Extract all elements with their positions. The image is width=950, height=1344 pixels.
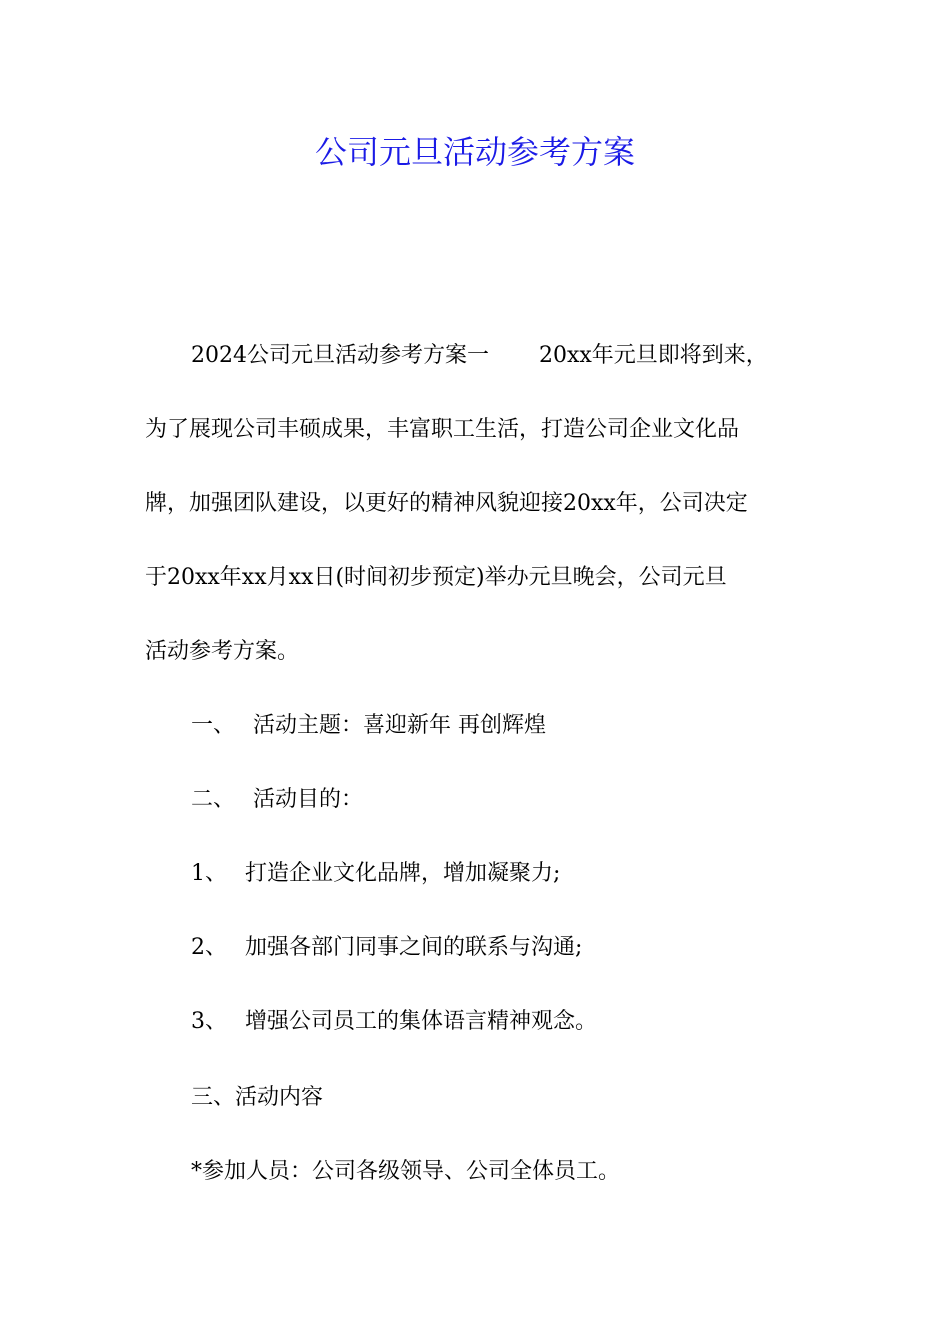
participants-line: *参加人员：公司各级领导、公司全体员工。	[191, 1159, 621, 1184]
intro-line-4: 于20xx年xx月xx日(时间初步预定)举办元旦晚会，公司元旦	[145, 565, 727, 590]
goal-text: 增强公司员工的集体语言精神观念。	[245, 1009, 598, 1034]
goal-item	[145, 1006, 861, 1038]
goal-number: 2、	[191, 935, 227, 960]
intro-text: 20xx年元旦即将到来，	[539, 343, 768, 368]
intro-line-3: 牌，加强团队建设，以更好的精神风貌迎接20xx年，公司决定	[145, 491, 748, 516]
section-3-heading: 三、活动内容	[191, 1085, 324, 1110]
intro-line-5: 活动参考方案。	[145, 639, 300, 664]
goal-number: 3、	[191, 1009, 227, 1034]
section-2-heading	[145, 784, 861, 816]
goal-text: 加强各部门同事之间的联系与沟通;	[245, 935, 583, 960]
intro-line-1	[145, 340, 861, 372]
intro-line-2: 为了展现公司丰硕成果，丰富职工生活，打造公司企业文化品	[145, 417, 740, 442]
goal-text: 打造企业文化品牌，增加凝聚力;	[245, 861, 561, 886]
document-title: 公司元旦活动参考方案	[314, 133, 635, 171]
section-label: 活动主题：喜迎新年 再创辉煌	[253, 713, 547, 738]
section-label: 活动目的：	[253, 787, 364, 812]
goal-item	[145, 932, 861, 964]
goal-item	[145, 858, 861, 890]
intro-heading: 2024公司元旦活动参考方案一	[191, 343, 489, 368]
goal-number: 1、	[191, 861, 227, 886]
section-number: 一、	[191, 713, 236, 738]
section-number: 二、	[191, 787, 236, 812]
section-1-heading	[145, 710, 861, 742]
